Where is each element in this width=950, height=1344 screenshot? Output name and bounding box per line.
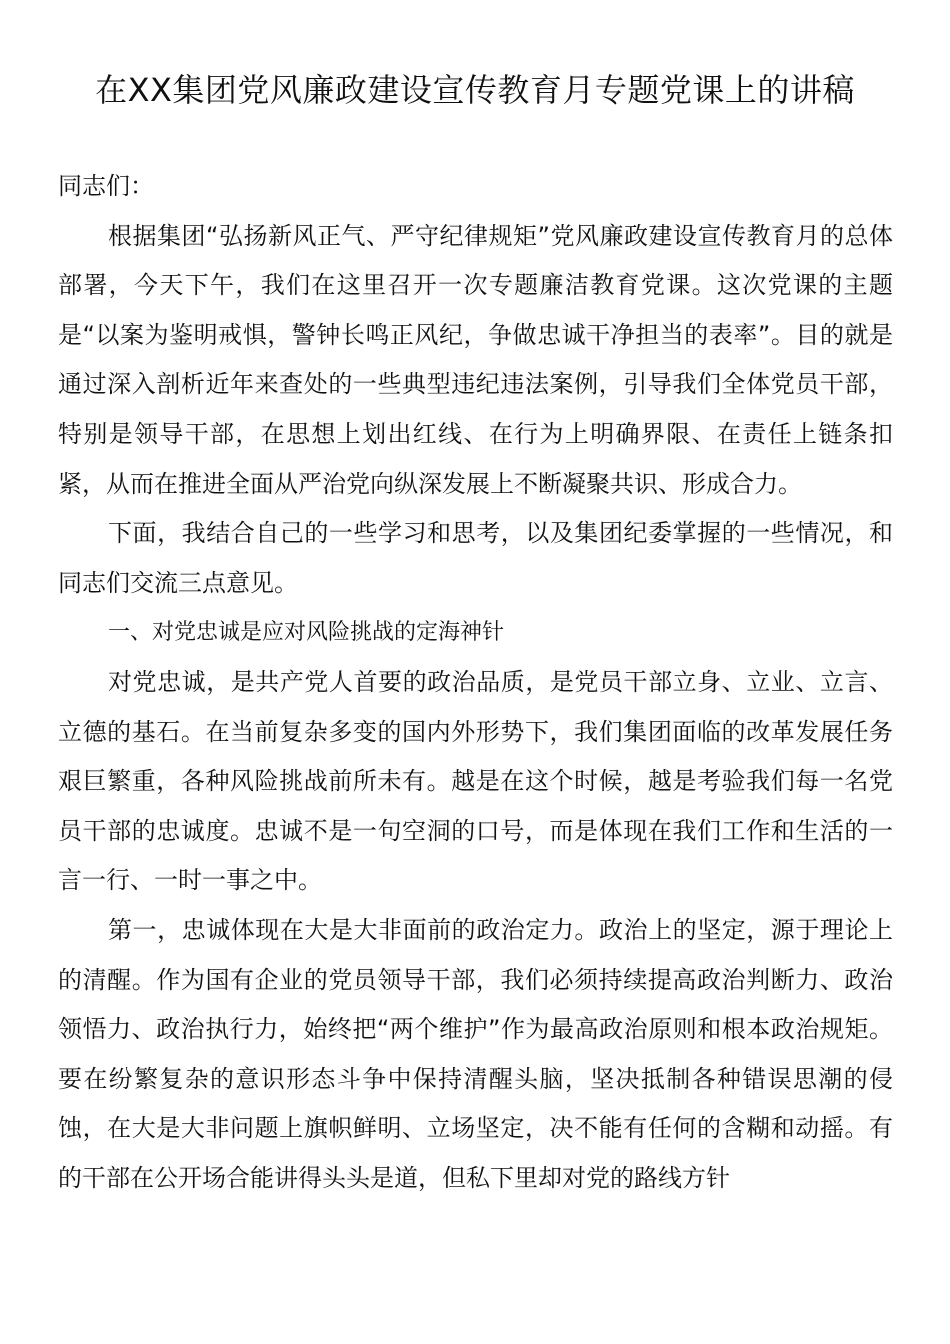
- section-paragraph: 对党忠诚，是共产党人首要的政治品质，是党员干部立身、立业、立言、立德的基石。在当前复杂多变的国内外形势下，我们集团面临的改革发展任务艰巨繁重，各种风险挑战前所未有。越是在这个时候，越是考验我们每一名党员干部的忠诚度。忠诚不是一句空洞的口号，而是体现在我们工作和生活的一言一行、一时一事之中。: [58, 667, 893, 895]
- section-heading: 一、对党忠诚是应对风险挑战的定海神针: [108, 620, 505, 646]
- intro-paragraph: 下面，我结合自己的一些学习和思考，以及集团纪委掌握的一些情况，和同志们交流三点意见。: [58, 519, 893, 597]
- document-body: [58, 162, 893, 1203]
- document-title: 在XX集团党风廉政建设宣传教育月专题党课上的讲稿: [95, 71, 855, 109]
- greeting: 同志们：: [58, 172, 154, 200]
- section-paragraph: 第一，忠诚体现在大是大非面前的政治定力。政治上的坚定，源于理论上的清醒。作为国有企业的党员领导干部，我们必须持续提高政治判断力、政治领悟力、政治执行力，始终把“两个维护”作为最高政治原则和根本政治规矩。要在纷繁复杂的意识形态斗争中保持清醒头脑，坚决抵制各种错误思潮的侵蚀，在大是大非问题上旗帜鲜明、立场坚定，决不能有任何的含糊和动摇。有的干部在公开场合能讲得头头是道，但私下里却对党的路线方针: [58, 915, 893, 1192]
- intro-paragraph: 根据集团“弘扬新风正气、严守纪律规矩”党风廉政建设宣传教育月的总体部署，今天下午，我们在这里召开一次专题廉洁教育党课。这次党课的主题是“以案为鉴明戒惧，警钟长鸣正风纪，争做忠诚干净担当的表率”。目的就是通过深入剖析近年来查处的一些典型违纪违法案例，引导我们全体党员干部，特别是领导干部，在思想上划出红线、在行为上明确界限、在责任上链条扣紧，从而在推进全面从严治党向纵深发展上不断凝聚共识、形成合力。: [58, 221, 893, 498]
